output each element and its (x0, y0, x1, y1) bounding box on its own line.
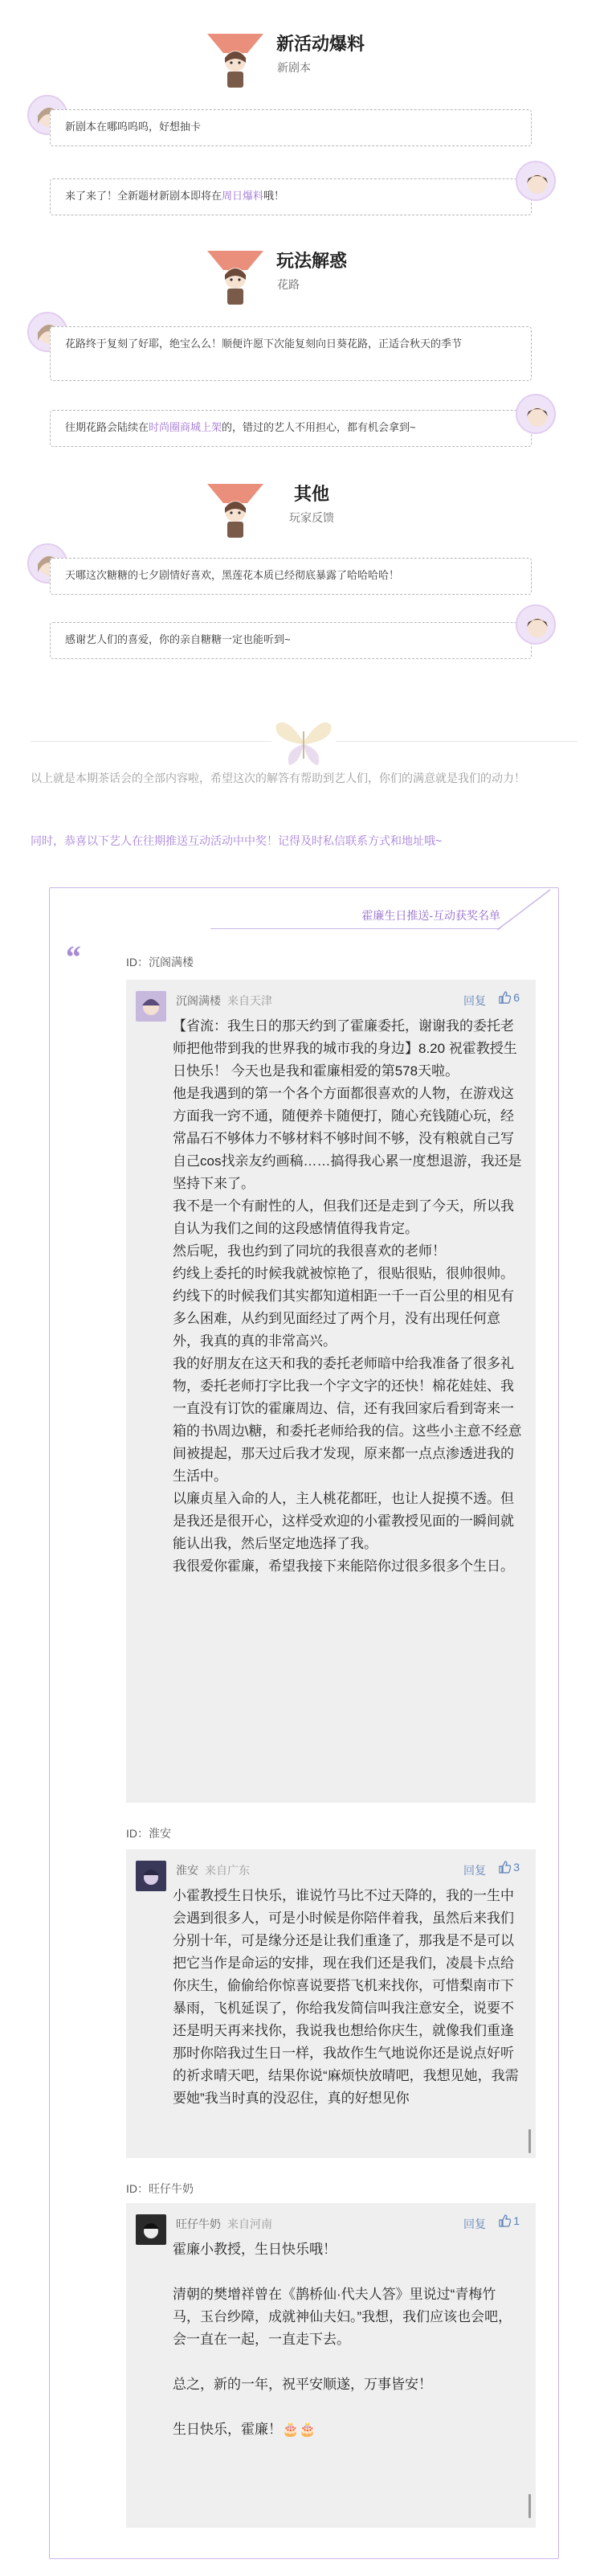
answer-bubble (50, 178, 532, 215)
answer-text: 感谢艺人们的喜爱，你的亲自糖糖一定也能听到~ (65, 633, 291, 645)
winner-announcement (31, 831, 585, 850)
question-bubble (50, 558, 532, 595)
npc-avatar (516, 394, 556, 434)
announcement-highlight: 恭喜以下艺人在往期推送互动活动中中奖 (64, 834, 267, 847)
answer-highlight: 时尚圈商城上架 (149, 421, 222, 433)
commenter-name (176, 1862, 250, 1878)
hot-air-balloon-character-icon (206, 479, 265, 540)
commenter-location: 来自天津 (227, 994, 272, 1007)
answer-highlight: 周日爆料 (222, 190, 264, 202)
announcement-suffix: ！记得及时私信联系方式和地址哦~ (267, 834, 443, 847)
question-bubble (50, 326, 532, 381)
summary-line: 以上就是本期茶话会的全部内容啦，希望这次的解答有帮助到艺人们，你们的满意就是我们的动力！ (31, 772, 525, 784)
like-button[interactable] (498, 2214, 520, 2227)
npc-avatar (516, 161, 556, 201)
thumbs-up-icon (498, 2214, 511, 2227)
answer-text: 往期花路会陆续在 (65, 421, 149, 433)
hot-air-balloon-character-icon (206, 246, 265, 307)
section-title: 新活动爆料 (276, 34, 365, 54)
commenter-nickname: 淮安 (176, 1864, 198, 1877)
announcement-prefix: 同时， (31, 834, 64, 847)
commenter-avatar (136, 991, 166, 1022)
winner-id-label: ID：淮安 (126, 1827, 171, 1840)
section-header-1 (0, 24, 608, 88)
reply-button[interactable]: 回复 (463, 1864, 486, 1877)
butterfly-icon (271, 714, 336, 770)
comment-text: 【省流：我生日的那天约到了霍廉委托，谢谢我的委托老师把他带到我的世界我的城市我的身边】8.20 祝霍教授生日快乐！ 今天也是我和霍廉相爱的第578天啦。 他是我遇到的第一个各个方面都很喜欢的人物，在游戏这方面我一窍不通，随便养卡随便打，随心充钱随心玩，经常晶石不够体力不够材料不够时间不够，没有粮就自己写自己cos找亲友约画稿……搞得我心累一度想退游，我还是坚持下来了。 我不是一个有耐性的人，但我们还是走到了今天，所以我自认为我们之间的这段感情值得我肯定。 然后呢，我也约到了同坑的我很喜欢的老师！ 约线上委托的时候我就被惊艳了，很贴很贴，很帅很帅。约线下的时候我们其实都知道相距一千一百公里的相见有多么困难，从约到见面经过了两个月，没有出现任何意外，我真的真的非常高兴。 我的好朋友在这天和我的委托老师暗中给我准备了很多礼物，委托老师打字比我一个字文字的还快！棉花娃娃、我一直没有订饮的霍廉周边、信，还有我回家后看到寄来一箱的书\周边\糖，和委托老师给我的信。这些小主意不经意间被提起，那天过后我才发现，原来都一点点渗透进我的生活中。 以廉贞星入命的人，主人桃花都旺，也让人捉摸不透。但是我还是很开心，这样受欢迎的小霍教授见面的一瞬间就能认出我，然后坚定地选择了我。 我很爱你霍廉，希望我接下来能陪你过很多很多个生日。 (173, 1018, 522, 1574)
question-text: 天哪这次糖糖的七夕剧情好喜欢，黑莲花本质已经彻底暴露了哈哈哈哈！ (65, 569, 400, 581)
answer-text: 来了来了！全新题材新剧本即将在 (65, 190, 222, 202)
banner-slash-icon (497, 888, 553, 933)
commenter-nickname: 沉阁满楼 (176, 994, 221, 1007)
commenter-name (176, 993, 272, 1009)
winner-comment[interactable] (126, 2203, 536, 2528)
quote-mark: “ (64, 939, 80, 975)
commenter-location: 来自广东 (205, 1864, 250, 1877)
commenter-nickname: 旺仔牛奶 (176, 2218, 221, 2230)
winner-comment (126, 980, 536, 1803)
summary-text (31, 768, 585, 788)
like-button[interactable] (498, 991, 520, 1004)
scrollbar[interactable] (528, 2494, 531, 2518)
comment-text: 霍廉小教授，生日快乐哦！ 清朝的樊增祥曾在《鹊桥仙·代夫人答》里说过“青梅竹马，玉台纱障，成就神仙夫妇。”我想，我们应该也会吧，会一直在一起，一直走下去。 总之，新的一年，祝平安顺遂，万事皆安！ 生日快乐，霍廉！🎂🎂 (173, 2242, 512, 2437)
section-subtitle: 花路 (277, 278, 300, 291)
question-text: 花路终于复刻了好耶，绝宝么么！顺便许愿下次能复刻向日葵花路，正适合秋天的季节 (65, 338, 463, 350)
reply-button[interactable]: 回复 (463, 2218, 486, 2230)
winner-id-label: ID：旺仔牛奶 (126, 2182, 194, 2195)
thumbs-up-icon (498, 1861, 511, 1874)
commenter-location: 来自河南 (227, 2218, 272, 2230)
npc-avatar (516, 604, 556, 645)
scrollbar[interactable] (528, 2129, 531, 2153)
reply-button[interactable]: 回复 (463, 994, 486, 1007)
answer-text-end: 的，错过的艺人不用担心，都有机会拿到~ (222, 421, 416, 433)
section-header-3 (0, 474, 608, 539)
card-banner-title: 霍廉生日推送-互动获奖名单 (361, 909, 500, 922)
section-title: 玩法解惑 (276, 251, 348, 271)
section-header-2 (0, 241, 608, 305)
question-text: 新剧本在哪呜呜呜，好想抽卡 (65, 121, 202, 133)
section-subtitle: 玩家反馈 (289, 511, 334, 524)
answer-bubble (50, 622, 532, 659)
question-bubble (50, 109, 532, 146)
commenter-avatar (136, 1861, 166, 1891)
banner-line (210, 928, 500, 929)
comment-text: 小霍教授生日快乐，谁说竹马比不过天降的，我的一生中会遇到很多人，可是小时候是你陪伴着我，虽然后来我们分别十年，可是缘分还是让我们重逢了，那我是不是可以把它当作是命运的安排，现在我们还是我们，凌晨卡点给你庆生，偷偷给你惊喜说要搭飞机来找你，可惜梨南市下暴雨，飞机延误了，你给我发简信叫我注意安全，说要不还是明天再来找你，我说我也想给你庆生，就像我们重逢那时你陪我过生日一样，我故作生气地说你还是说点好听的祈求晴天吧，结果你说“麻烦快放晴吧，我想见她，我需要她”我当时真的没忍住，真的好想见你 (173, 1888, 519, 2106)
winner-id-label: ID：沉阁满楼 (126, 956, 194, 969)
like-count: 6 (513, 991, 520, 1004)
winner-list-card (49, 887, 559, 2559)
section-title: 其他 (294, 484, 330, 504)
section-subtitle: 新剧本 (277, 61, 311, 74)
like-count: 1 (513, 2214, 520, 2227)
answer-text-end: 哦！ (263, 190, 285, 202)
hot-air-balloon-character-icon (206, 29, 265, 90)
answer-bubble (50, 410, 532, 447)
winner-comment[interactable] (126, 1849, 536, 2158)
like-button[interactable] (498, 1861, 520, 1874)
commenter-name (176, 2216, 272, 2232)
commenter-avatar (136, 2214, 166, 2245)
thumbs-up-icon (498, 991, 511, 1004)
like-count: 3 (513, 1861, 520, 1874)
